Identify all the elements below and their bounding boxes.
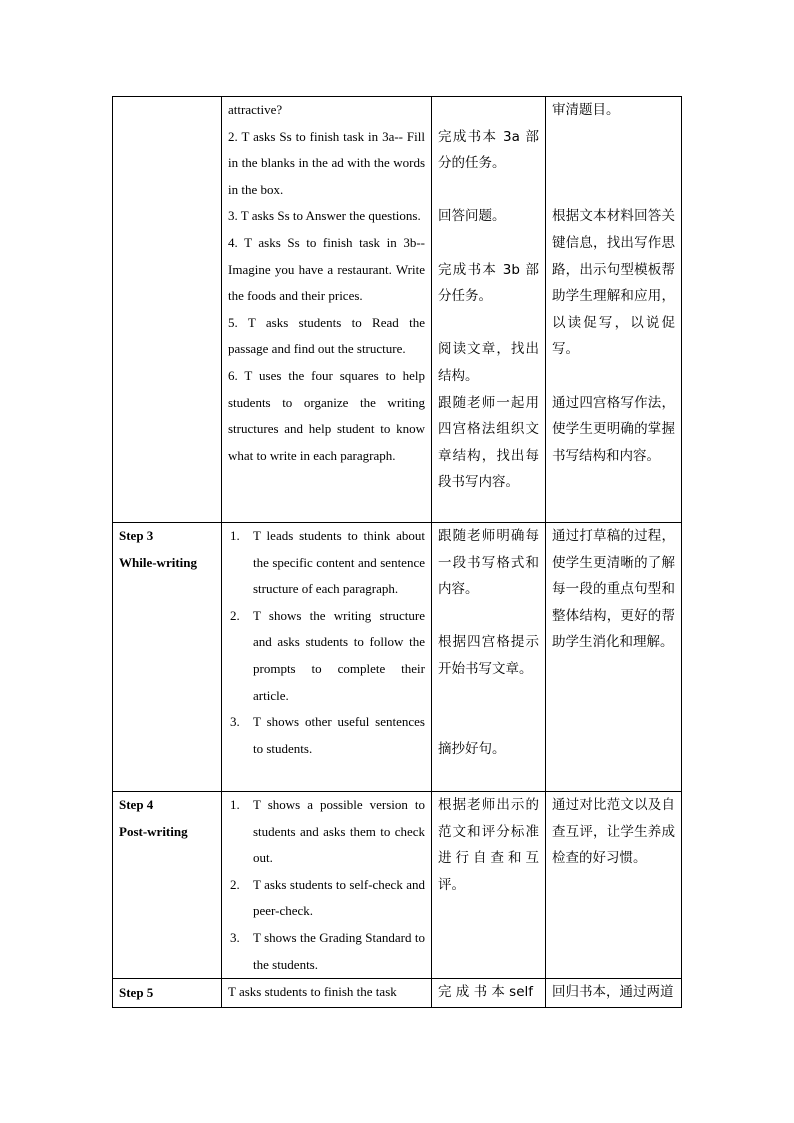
activity-line: 4. T asks Ss to finish task in 3b-- Imagine you have a restaurant. Write the foods and their prices. <box>228 234 425 304</box>
activity-cell <box>222 792 432 979</box>
step-cell <box>113 523 222 792</box>
activity-cell <box>222 97 432 523</box>
step-number: Step 5 <box>119 985 154 1001</box>
activity-cell <box>222 979 432 1008</box>
student-text: 完成书本 3b 部分任务。 <box>438 261 539 305</box>
purpose-cell <box>546 979 682 1008</box>
step-number: Step 3 <box>119 528 154 543</box>
step-cell <box>113 979 222 1008</box>
student-cell <box>432 979 546 1008</box>
purpose-cell <box>546 792 682 979</box>
step-cell <box>113 792 222 979</box>
list-item: 1. T shows a possible version to students and asks them to check out. <box>230 797 425 866</box>
student-text: 跟随老师明确每一段书写格式和内容。 <box>438 528 539 598</box>
list-item: 1. T leads students to think about the specific content and sentence structure of each paragraph. <box>230 528 425 597</box>
table-row <box>113 792 682 979</box>
list-item: 3. T shows other useful sentences to students. <box>230 714 425 756</box>
table-row <box>113 97 682 523</box>
step-cell <box>113 97 222 523</box>
student-text: 跟随老师一起用四宫格法组织文章结构，找出每段书写内容。 <box>438 394 539 491</box>
activity-line: 5. T asks students to Read the passage and find out the structure. <box>228 314 425 357</box>
purpose-text: 审清题目。 <box>552 102 620 118</box>
student-text: 完成书本 3a 部分的任务。 <box>438 128 539 172</box>
purpose-text: 根据文本材料回答关键信息，找出写作思路，出示句型模板帮助学生理解和应用，以读促写，以说促写。 <box>552 208 675 358</box>
activity-line: T asks students to finish the task <box>228 984 397 1000</box>
table-row <box>113 979 682 1008</box>
activity-line: attractive? <box>228 102 283 117</box>
step-stage: Post-writing <box>119 823 188 839</box>
list-item: 2. T asks students to self-check and peer-check. <box>230 876 425 919</box>
table-row <box>113 523 682 792</box>
activity-line: 2. T asks Ss to finish task in 3a-- Fill in the blanks in the ad with the words in the box. <box>228 128 425 197</box>
student-cell <box>432 792 546 979</box>
student-text: 根据老师出示的范文和评分标准进行自查和互评。 <box>438 797 539 893</box>
student-text: 回答问题。 <box>438 208 506 225</box>
purpose-cell <box>546 97 682 523</box>
activity-line: 3. T asks Ss to Answer the questions. <box>228 208 421 224</box>
activity-cell <box>222 523 432 792</box>
step-stage: While-writing <box>119 554 197 570</box>
step-number: Step 4 <box>119 797 154 812</box>
purpose-text: 通过打草稿的过程，使学生更清晰的了解每一段的重点句型和整体结构，更好的帮助学生消化和理解。 <box>552 528 675 651</box>
purpose-text: 通过对比范文以及自查互评，让学生养成检查的好习惯。 <box>552 797 675 867</box>
lesson-plan-table <box>112 96 682 1008</box>
list-item: 2. T shows the writing structure and asks students to follow the prompts to complete their article. <box>230 607 425 703</box>
student-cell <box>432 97 546 523</box>
student-text: 完 成 书 本 self <box>438 984 534 1001</box>
purpose-text: 通过四宫格写作法，使学生更明确的掌握书写结构和内容。 <box>552 394 675 464</box>
student-cell <box>432 523 546 792</box>
student-text: 根据四宫格提示开始书写文章。 <box>438 634 539 677</box>
student-text: 摘抄好句。 <box>438 740 506 757</box>
student-text: 阅读文章，找出结构。 <box>438 341 539 384</box>
purpose-text: 回归书本，通过两道 <box>552 984 674 1001</box>
activity-line: 6. T uses the four squares to help students to organize the writing structures and help student to know what to write in each paragraph. <box>228 367 425 463</box>
purpose-cell <box>546 523 682 792</box>
list-item: 3. T shows the Grading Standard to the students. <box>230 929 425 972</box>
